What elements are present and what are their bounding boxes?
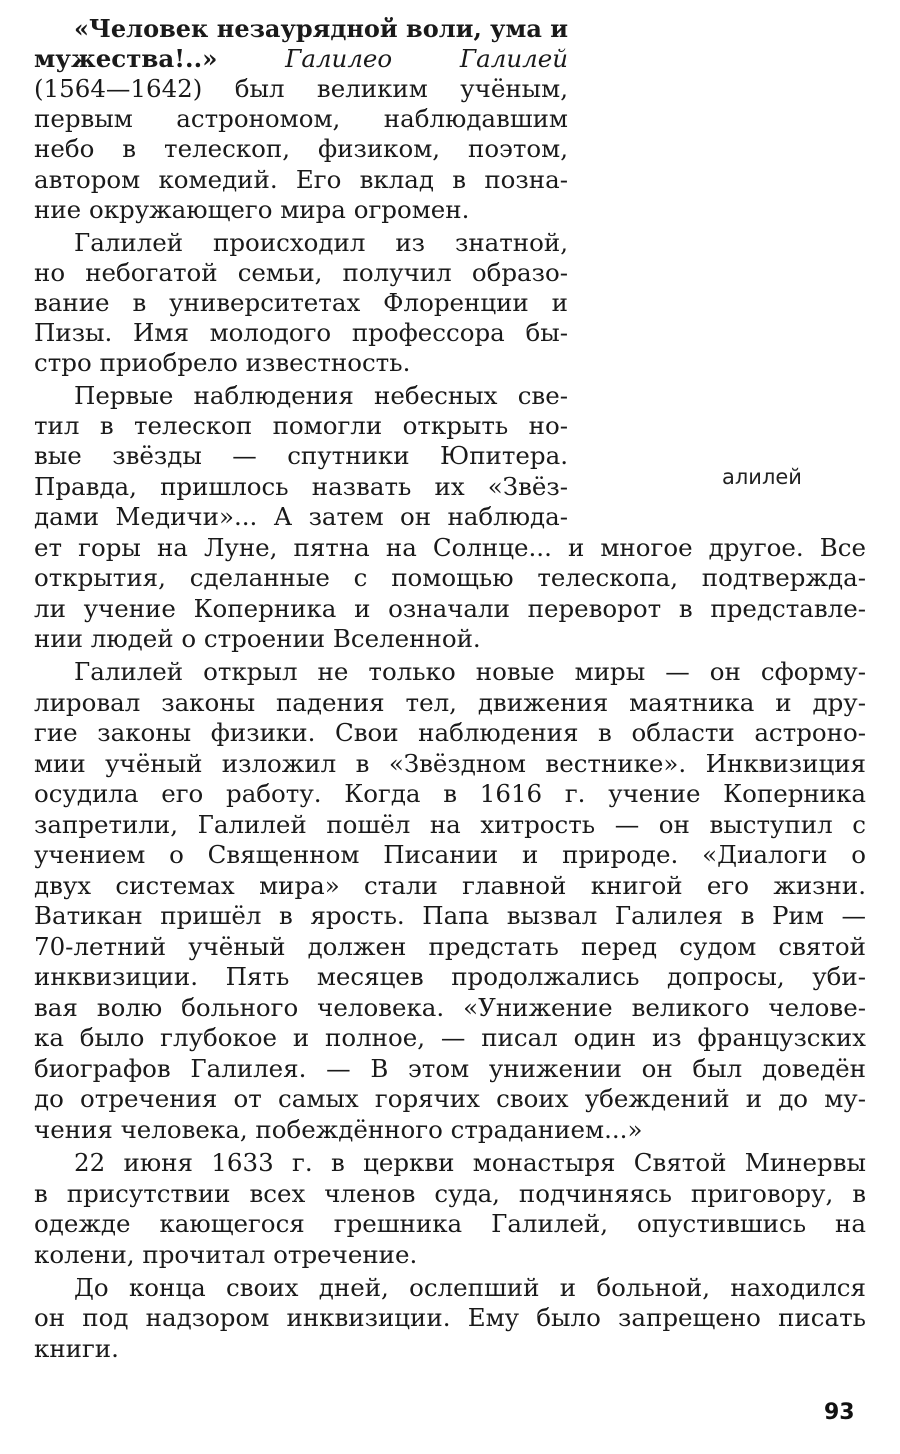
para5-text-line: 22 июня 1633 г. в церкви монастыря Святой Минервы [74, 1148, 866, 1177]
para4-text-line: вая волю больного человека. «Унижение великого челове- [34, 993, 866, 1022]
para4-text-line: запретили, Галилей пошёл на хитрость — он выступил с [34, 810, 866, 839]
para1-italic-name-b: Галилей [459, 44, 568, 73]
para1-line-1 [34, 44, 568, 74]
para5-text-line: колени, прочитал отречение. [34, 1240, 418, 1269]
para4-text-line: до отречения от самых горячих своих убеждений и до му- [34, 1084, 866, 1113]
para4-text-line: двух системах мира» стали главной книгой его жизни. [34, 871, 866, 900]
para3-text-line: тил в телескоп помогли открыть но- [34, 411, 568, 440]
page-number: 93 [824, 1400, 855, 1425]
para3-text-line: нии людей о строении Вселенной. [34, 624, 481, 653]
para4-text-line: биографов Галилея. — В этом унижении он был доведён [34, 1054, 866, 1083]
para5-text-line: одежде кающегося грешника Галилей, опустившись на [34, 1209, 866, 1238]
para2-text-line: Пизы. Имя молодого профессора бы- [34, 318, 568, 347]
para4-text-line: учением о Священном Писании и природе. «Диалоги о [34, 840, 866, 869]
para3-text-line: Правда, пришлось назвать их «Звёз- [34, 472, 568, 501]
para4-text-line: Ватикан пришёл в ярость. Папа вызвал Галилея в Рим — [34, 901, 866, 930]
para3-text-line: Первые наблюдения небесных све- [74, 381, 568, 410]
para2-text-line: но небогатой семьи, получил образо- [34, 258, 568, 287]
para6-text-line: он под надзором инквизиции. Ему было запрещено писать [34, 1303, 866, 1332]
para6-text-line: До конца своих дней, ослепший и больной, находился [74, 1273, 866, 1302]
para1-text-line: небо в телескоп, физиком, поэтом, [34, 134, 568, 163]
para6-text-line: книги. [34, 1334, 119, 1363]
para1-line-0 [74, 14, 568, 44]
para4-text-line: гие законы физики. Свои наблюдения в области астроно- [34, 718, 866, 747]
para2-text-line: вание в университетах Флоренции и [34, 288, 568, 317]
para4-text-line: лировал законы падения тел, движения маятника и дру- [34, 688, 866, 717]
para1-bold-lead-2: мужества!..» [34, 44, 218, 73]
para5-text-line: в присутствии всех членов суда, подчиняясь приговору, в [34, 1179, 866, 1208]
para3-text-line: ли учение Коперника и означали переворот в представле- [34, 594, 866, 623]
para2-text-line: Галилей происходил из знатной, [74, 228, 568, 257]
para4-text-line: инквизиции. Пять месяцев продолжались допросы, уби- [34, 962, 866, 991]
para1-italic-name-a: Галилео [285, 44, 393, 73]
para1-text-line: ние окружающего мира огромен. [34, 195, 470, 224]
para1-text-line: (1564—1642) был великим учёным, [34, 74, 568, 103]
para2-text-line: стро приобрело известность. [34, 348, 411, 377]
para3-text-line: дами Медичи»... А затем он наблюда- [34, 502, 568, 531]
para4-text-line: мии учёный изложил в «Звёздном вестнике». Инквизиция [34, 749, 866, 778]
para4-text-line: ка было глубокое и полное, — писал один из французских [34, 1023, 866, 1052]
image-caption: алилей [722, 465, 802, 489]
para3-text-line: ет горы на Луне, пятна на Солнце... и многое другое. Все [34, 533, 866, 562]
para4-text-line: осудила его работу. Когда в 1616 г. учение Коперника [34, 779, 866, 808]
para4-text-line: чения человека, побеждённого страданием...» [34, 1115, 643, 1144]
para4-text-line: Галилей открыл не только новые миры — он сформу- [74, 657, 866, 686]
para3-text-line: вые звёзды — спутники Юпитера. [34, 441, 568, 470]
para1-text-line: первым астрономом, наблюдавшим [34, 104, 568, 133]
para1-bold-lead: «Человек незаурядной воли, ума и [74, 14, 568, 43]
para4-text-line: 70-летний учёный должен предстать перед судом святой [34, 932, 866, 961]
para3-text-line: открытия, сделанные с помощью телескопа, подтвержда- [34, 563, 866, 592]
para1-text-line: автором комедий. Его вклад в позна- [34, 165, 568, 194]
